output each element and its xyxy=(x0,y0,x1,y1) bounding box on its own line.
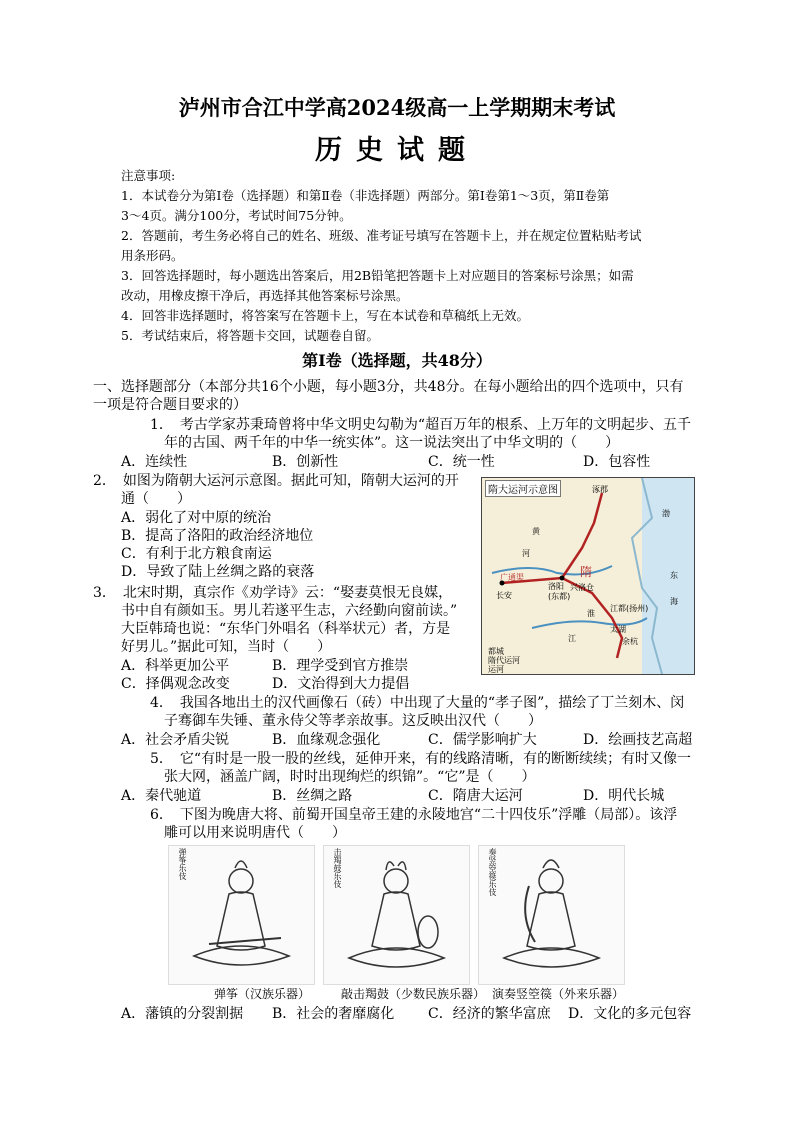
q5-option-a[interactable]: A．秦代驰道 xyxy=(121,788,202,804)
q2-option-a[interactable]: A．弱化了对中原的统治 xyxy=(121,510,272,526)
note-line: 4．回答非选择题时，将答案写在答题卡上，写在本试卷和草稿纸上无效。 xyxy=(121,308,529,323)
relief-tag: 奏竖箜篌乐伎 xyxy=(488,848,497,896)
map-title: 隋大运河示意图 xyxy=(485,480,561,497)
relief-harp-player xyxy=(478,845,625,985)
q4-option-b[interactable]: B．血缘观念强化 xyxy=(272,732,381,748)
question-4-text: 子骞御车失锤、董永侍父等孝亲故事。这反映出汉代（ ） xyxy=(164,713,542,729)
q6-option-d[interactable]: D．文化的多元包容 xyxy=(568,1006,692,1022)
relief-caption: 敲击羯鼓（少数民族乐器） xyxy=(341,987,486,1001)
q3-option-c[interactable]: C．择偶观念改变 xyxy=(121,676,230,692)
map-label: 兴洛仓 xyxy=(570,583,594,592)
question-3-text: 3． 北宋时期，真宗作《劝学诗》云：“娶妻莫恨无良媒， xyxy=(93,585,453,601)
map-legend: 都城 xyxy=(488,647,504,656)
note-line: 改动，用橡皮擦干净后，再选择其他答案标号涂黑。 xyxy=(121,288,409,303)
section-intro: 一项是符合题目要求的） xyxy=(93,397,247,413)
q1-option-d[interactable]: D．包容性 xyxy=(583,454,651,470)
map-legend: 隋代运河 xyxy=(488,656,520,665)
relief-tag: 击羯鼓乐伎 xyxy=(333,848,342,888)
map-label: 河 xyxy=(522,549,530,558)
q1-option-c[interactable]: C．统一性 xyxy=(428,454,495,470)
note-line: 1．本试卷分为第Ⅰ卷（选择题）和第Ⅱ卷（非选择题）两部分。第Ⅰ卷第1～3页，第Ⅱ卷第 xyxy=(121,188,610,203)
note-line: 2．答题前，考生务必将自己的姓名、班级、准考证号填写在答题卡上，并在规定位置粘贴考试 xyxy=(121,228,642,243)
question-1-text: 年的古国、两千年的中华一统实体”。这一说法突出了中华文明的（ ） xyxy=(164,435,620,451)
map-legend: 运河 xyxy=(488,665,504,674)
q1-option-a[interactable]: A．连续性 xyxy=(121,454,188,470)
relief-tag: 弹筝乐伎 xyxy=(178,848,187,880)
exam-title: 泸州市合江中学高2024级高一上学期期末考试 xyxy=(178,95,616,120)
question-6-text: 雕可以用来说明唐代（ ） xyxy=(164,825,346,841)
map-label: 余杭 xyxy=(622,637,638,646)
note-line: 3．回答选择题时，每小题选出答案后，用2B铅笔把答题卡上对应题目的答案标号涂黑；如需 xyxy=(121,268,634,283)
q4-option-a[interactable]: A．社会矛盾尖锐 xyxy=(121,732,230,748)
map-label: 隋 xyxy=(580,565,593,579)
q3-option-d[interactable]: D．文治得到大力提倡 xyxy=(272,676,410,692)
map-label: 涿郡 xyxy=(592,485,608,494)
question-6-text: 6． 下图为晚唐大将、前蜀开国皇帝王建的永陵地宫“二十四伎乐”浮雕（局部）。该浮 xyxy=(150,807,678,823)
question-3-text: 大臣韩琦也说：“东华门外唱名（科举状元）者，方是 xyxy=(121,621,451,637)
q5-option-c[interactable]: C．隋唐大运河 xyxy=(428,788,523,804)
q6-option-b[interactable]: B．社会的奢靡腐化 xyxy=(272,1006,395,1022)
q6-option-a[interactable]: A．藩镇的分裂割据 xyxy=(121,1006,244,1022)
map-label: 广通渠 xyxy=(500,573,524,582)
relief-caption: 弹筝（汉族乐器） xyxy=(214,987,311,1001)
musician-reliefs xyxy=(168,845,628,983)
q2-option-b[interactable]: B．提高了洛阳的政治经济地位 xyxy=(121,528,314,544)
section-title: 第Ⅰ卷（选择题，共48分） xyxy=(302,351,492,370)
drum-player-drawing xyxy=(324,846,469,984)
map-label: 渤 xyxy=(662,509,670,518)
q5-option-d[interactable]: D．明代长城 xyxy=(583,788,665,804)
zither-player-drawing xyxy=(169,846,314,984)
relief-caption: 演奏竖箜篌（外来乐器） xyxy=(492,987,625,1001)
q5-option-b[interactable]: B．丝绸之路 xyxy=(272,788,353,804)
map-label: 黄 xyxy=(532,527,540,536)
q4-option-c[interactable]: C．儒学影响扩大 xyxy=(428,732,537,748)
map-label: 江都(扬州) xyxy=(610,604,649,613)
question-2-text: 通（ ） xyxy=(121,491,191,507)
relief-drum-player xyxy=(323,845,470,985)
q2-option-d[interactable]: D．导致了陆上丝绸之路的衰落 xyxy=(121,564,315,580)
question-5-text: 张大网，涵盖广阔，时时出现绚烂的织锦”。“它”是（ ） xyxy=(164,769,536,785)
q6-option-c[interactable]: C．经济的繁华富庶 xyxy=(428,1006,551,1022)
note-line: 用条形码。 xyxy=(121,248,184,263)
question-4-text: 4． 我国各地出土的汉代画像石（砖）中出现了大量的“孝子图”，描绘了丁兰刻木、闵 xyxy=(150,695,685,711)
map-label: 太湖 xyxy=(610,625,626,634)
question-2-text: 2． 如图为隋朝大运河示意图。据此可知，隋朝大运河的开 xyxy=(93,473,459,489)
question-3-text: 书中自有颜如玉。男儿若遂平生志，六经勤向窗前读。” xyxy=(121,603,458,619)
q3-option-a[interactable]: A．科举更加公平 xyxy=(121,658,230,674)
map-label: (东都) xyxy=(548,592,571,601)
map-label: 长安 xyxy=(496,591,512,600)
note-line: 3～4页。满分100分，考试时间75分钟。 xyxy=(121,208,352,223)
harp-player-drawing xyxy=(479,846,624,984)
map-label: 洛阳 xyxy=(548,582,564,591)
notes-heading: 注意事项: xyxy=(121,168,176,183)
q2-option-c[interactable]: C．有利于北方粮食南运 xyxy=(121,546,272,562)
map-label: 东 xyxy=(670,571,678,580)
map-label: 淮 xyxy=(587,609,595,618)
question-3-text: 好男儿。”据此可知，当时（ ） xyxy=(121,639,332,655)
relief-zither-player xyxy=(168,845,315,985)
q4-option-d[interactable]: D．绘画技艺高超 xyxy=(583,732,693,748)
section-intro: 一、选择题部分（本部分共16个小题，每小题3分，共48分。在每小题给出的四个选项中，只有 xyxy=(93,379,684,395)
map-label: 海 xyxy=(670,597,678,606)
grand-canal-map xyxy=(481,477,695,675)
subject-title: 历史试题 xyxy=(315,135,479,166)
map-label: 江 xyxy=(568,634,576,643)
q3-option-b[interactable]: B．理学受到官方推崇 xyxy=(272,658,409,674)
q1-option-b[interactable]: B．创新性 xyxy=(272,454,339,470)
question-5-text: 5． 它“有时是一股一股的丝线，延伸开来，有的线路清晰，有的断断续续；有时又像一 xyxy=(150,751,692,767)
note-line: 5．考试结束后，将答题卡交回，试题卷自留。 xyxy=(121,328,379,343)
question-1-text: 1． 考古学家苏秉琦曾将中华文明史勾勒为“超百万年的根系、上万年的文明起步、五千 xyxy=(150,417,692,433)
